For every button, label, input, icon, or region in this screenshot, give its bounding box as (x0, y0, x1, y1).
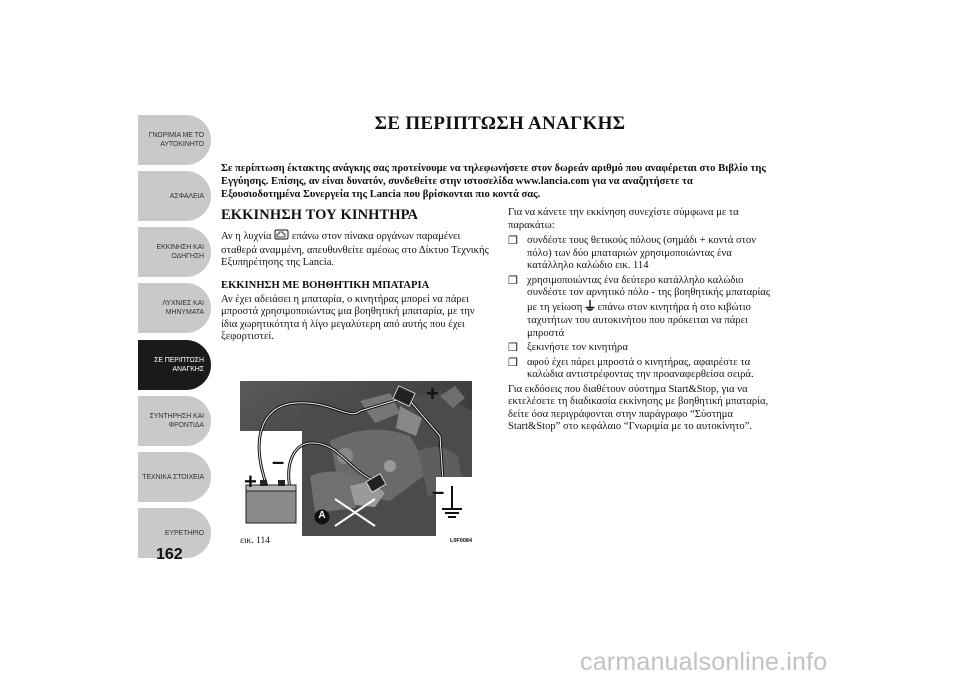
watermark: carmanualsonline.info (580, 648, 828, 676)
jump-start-paragraph: Αν έχει αδειάσει η μπαταρία, ο κινητήρας μπορεί να πάρει μπροστά χρησιμοποιώντας μια βοηθητική μπαταρία, με την ίδια χωρητικότητα ή λίγο μεγαλύτερη από αυτής που έχει ξεφορτιστεί. (221, 293, 475, 342)
left-column (221, 207, 491, 344)
svg-text:+: + (426, 381, 439, 406)
subheading-jump-start: ΕΚΚΙΝΗΣΗ ΜΕ ΒΟΗΘΗΤΙΚΗ ΜΠΑΤΑΡΙΑ (221, 279, 430, 291)
checkbox-bullet-icon: ❒ (508, 342, 518, 354)
procedure-list (508, 235, 778, 382)
list-item (508, 342, 778, 355)
checkbox-bullet-icon: ❒ (508, 356, 518, 369)
p1-after-text: επάνω στον πίνακα οργάνων παραμένει σταθερά αναμμένη, απευθυνθείτε αμέσως στο Δίκτυο Τεχνικής Εξυπηρέτησης της Lancia. (221, 231, 489, 268)
step-connect-negative-before: χρησιμοποιώντας ένα δεύτερο κατάλληλο καλώδιο συνδέστε τον αρνητικό πόλο - της βοηθητικής μπαταρίας με τη γείωση (527, 274, 771, 313)
start-stop-note: Για εκδόσεις που διαθέτουν σύστημα Start&Stop, για να εκτελέσετε τη διαδικασία εκκίνησης με βοηθητική μπαταρία, δείτε όσα περιγράφονται στην παράγραφο “Σύστημα Start&Stop” στο κεφάλαιο “Γνωριμία με το αυτοκίνητο”. (508, 383, 769, 432)
list-item (508, 275, 778, 341)
ground-symbol-icon (585, 300, 595, 316)
step-remove-cables: αφού έχει πάρει μπροστά ο κινητήρας, αφαιρέστε τα καλώδια αντιστρέφοντας την προαναφερθείσα σειρά. (527, 356, 754, 380)
step-start-engine: ξεκινήστε τον κινητήρα (527, 342, 628, 353)
chapter-tab[interactable]: ΣΥΝΤΗΡΗΣΗ ΚΑΙ ΦΡΟΝΤΙΔΑ (138, 396, 211, 446)
chapter-tab[interactable]: ΑΣΦΑΛΕΙΑ (138, 171, 211, 221)
section-heading-engine-start: ΕΚΚΙΝΗΣΗ ΤΟΥ ΚΙΝΗΤΗΡΑ (221, 207, 419, 223)
chapter-tab[interactable]: ΓΝΩΡΙΜΙΑ ΜΕ ΤΟ ΑΥΤΟΚΙΝΗΤΟ (138, 115, 211, 165)
list-item (508, 235, 778, 273)
figure-code: L0F0084 (450, 538, 473, 544)
p1-before-text: Αν η λυχνία (221, 231, 272, 243)
engine-warning-light-icon (274, 229, 289, 245)
page-title: ΣΕ ΠΕΡΙΠΤΩΣΗ ΑΝΑΓΚΗΣ (374, 113, 626, 134)
intro-paragraph: Σε περίπτωση έκτακτης ανάγκης σας προτείνουμε να τηλεφωνήσετε στον δωρεάν αριθμό που αναφέρεται στο Βιβλίο της Εγγύησης. Επίσης, αν είναι δυνατόν, συνδεθείτε στην ιστοσελίδα www.lancia.com για να αναζητήσετε τα Εξουσιοδοτημένα Συνεργεία της Lancia που βρίσκονται πιο κοντά σας. (221, 163, 766, 200)
procedure-intro: Για να κάνετε την εκκίνηση συνεχίστε σύμφωνα με τα παρακάτω: (508, 207, 739, 231)
svg-text:–: – (432, 479, 445, 504)
step-connect-negative-after: επάνω στον κινητήρα ή στο κιβώτιο ταχυτήτων του αυτοκινήτου που πρόκειται να πάρει μπροστά (527, 301, 751, 339)
jump-start-illustration (240, 381, 472, 536)
page-number: 162 (156, 546, 183, 563)
chapter-tab[interactable]: ΣΕ ΠΕΡΙΠΤΩΣΗ ΑΝΑΓΚΗΣ (138, 340, 211, 390)
chapter-tab[interactable]: ΛΥΧΝΙΕΣ ΚΑΙ ΜΗΝΥΜΑΤΑ (138, 283, 211, 333)
checkbox-bullet-icon: ❒ (508, 235, 518, 247)
warning-light-paragraph (221, 229, 491, 270)
svg-text:–: – (272, 449, 285, 474)
list-item (508, 357, 778, 382)
svg-text:+: + (244, 469, 257, 494)
right-column (508, 207, 778, 434)
chapter-tab[interactable]: ΕΚΚΙΝΗΣΗ ΚΑΙ ΟΔΗΓΗΣΗ (138, 227, 211, 277)
figure-marker-a: A (318, 510, 326, 521)
figure-caption: εικ. 114 (240, 536, 270, 546)
chapter-tab[interactable]: ΕΥΡΕΤΗΡΙΟ (138, 508, 211, 558)
chapter-tab[interactable]: ΤΕΧΝΙΚΑ ΣΤΟΙΧΕΙΑ (138, 452, 211, 502)
checkbox-bullet-icon: ❒ (508, 274, 518, 287)
step-connect-positive: συνδέστε τους θετικούς πόλους (σημάδι + κοντά στον πόλο) των δύο μπαταριών χρησιμοποιώντας ένα κατάλληλο καλώδιο εικ. 114 (527, 235, 757, 271)
